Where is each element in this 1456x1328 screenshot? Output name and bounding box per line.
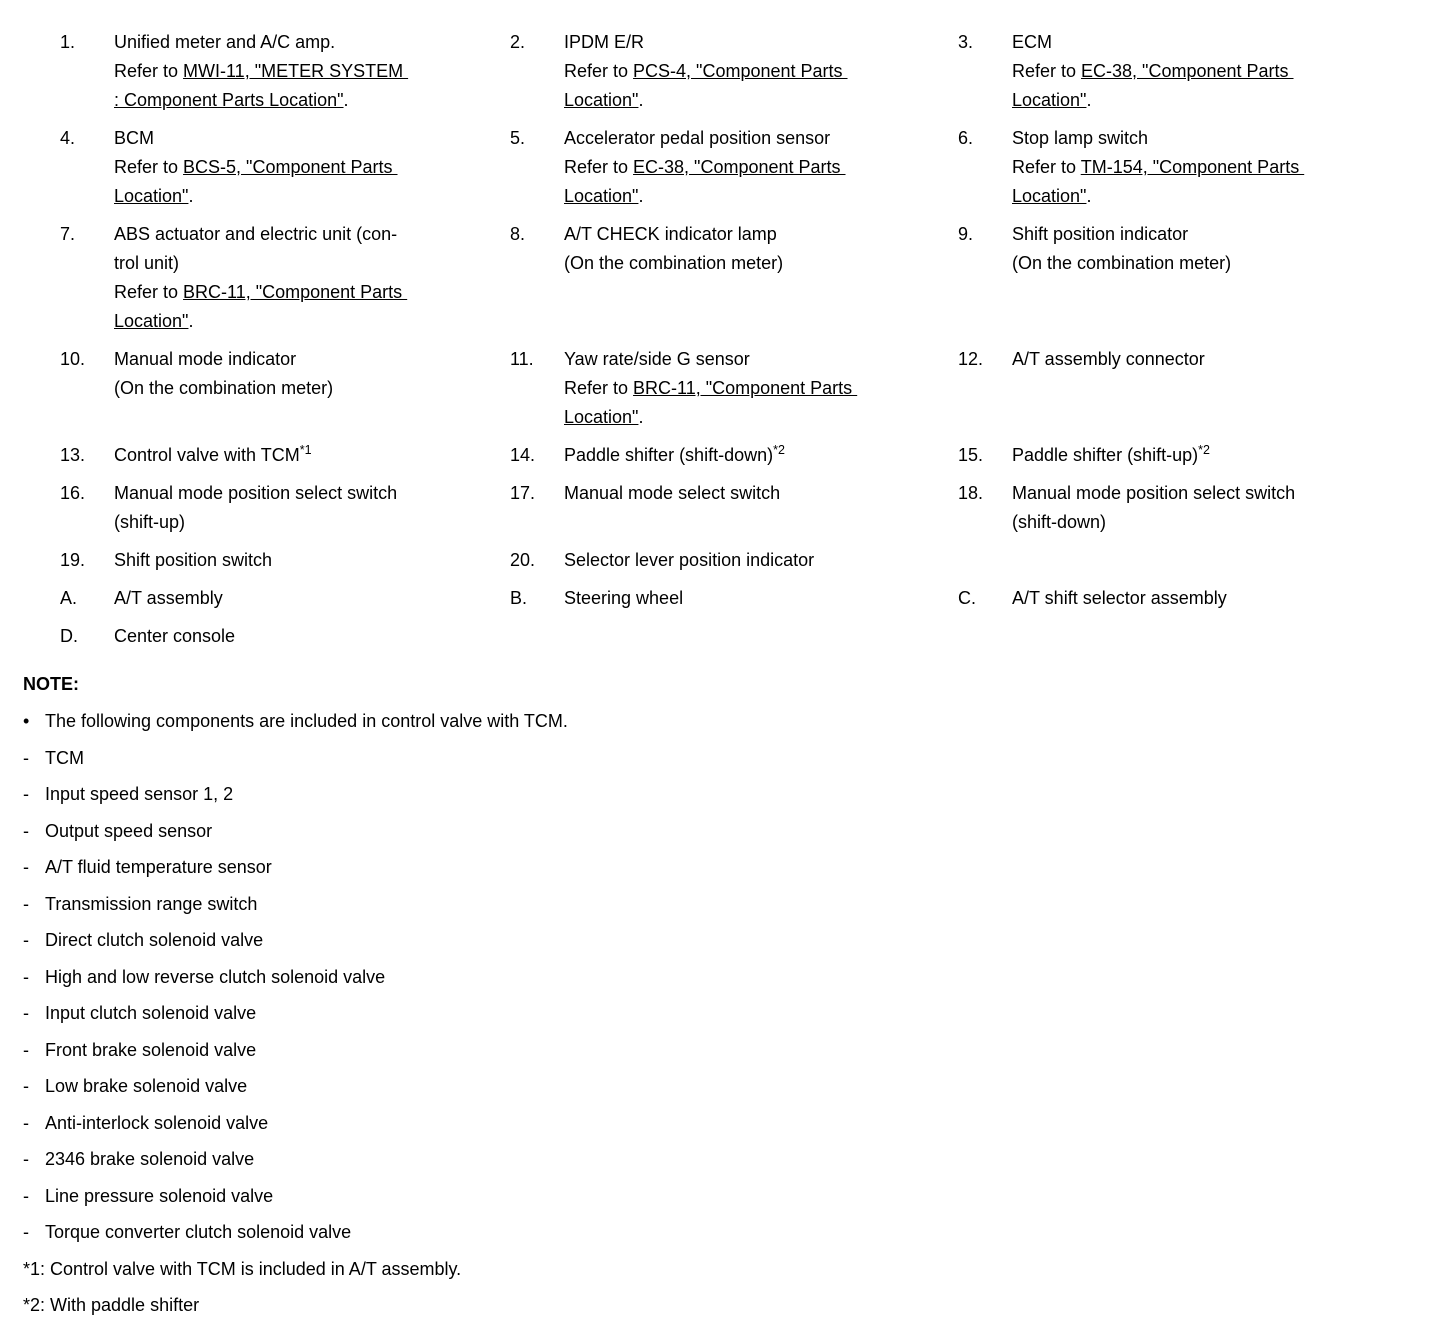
item-number: 12. bbox=[958, 349, 984, 369]
legend-row bbox=[60, 584, 1456, 613]
ref-link[interactable]: BRC-11, "Component Parts bbox=[633, 378, 858, 398]
item-line bbox=[114, 249, 498, 278]
item-text: trol unit) bbox=[114, 253, 180, 273]
note-dash-item bbox=[23, 780, 1456, 809]
item-text: Refer to bbox=[114, 282, 184, 302]
legend-item bbox=[958, 345, 1404, 432]
footnote: *1: Control valve with TCM is included in A/T assembly. bbox=[23, 1258, 462, 1279]
item-line bbox=[564, 86, 946, 115]
item-body bbox=[564, 584, 958, 613]
item-text: Refer to bbox=[114, 61, 184, 81]
item-text: . bbox=[1086, 186, 1092, 206]
item-line bbox=[1012, 153, 1392, 182]
item-body bbox=[1012, 441, 1404, 470]
note-dash-item bbox=[23, 926, 1456, 955]
legend-item bbox=[510, 28, 958, 115]
ref-link[interactable]: Location" bbox=[1012, 186, 1087, 206]
item-text: Manual mode indicator bbox=[114, 349, 297, 369]
ref-link[interactable]: Location" bbox=[114, 186, 189, 206]
item-line bbox=[1012, 584, 1392, 613]
item-text: Refer to bbox=[1012, 61, 1082, 81]
item-number: 10. bbox=[60, 349, 86, 369]
item-line bbox=[564, 28, 946, 57]
note-dash-text: Input clutch solenoid valve bbox=[45, 1003, 257, 1023]
item-text: A/T CHECK indicator lamp bbox=[564, 224, 777, 244]
note-dash-list bbox=[23, 744, 1456, 1248]
item-text: . bbox=[638, 407, 644, 427]
item-line bbox=[1012, 28, 1392, 57]
item-number: 5. bbox=[510, 128, 526, 148]
item-text: Shift position indicator bbox=[1012, 224, 1189, 244]
note-dash-text: Torque converter clutch solenoid valve bbox=[45, 1222, 352, 1242]
item-text: . bbox=[638, 90, 644, 110]
item-body bbox=[564, 441, 958, 470]
dash-marker: - bbox=[23, 966, 29, 987]
item-text: Center console bbox=[114, 626, 236, 646]
legend-item bbox=[60, 28, 510, 115]
item-body bbox=[1012, 479, 1404, 537]
item-text: Yaw rate/side G sensor bbox=[564, 349, 750, 369]
item-line bbox=[1012, 441, 1392, 470]
item-text: Manual mode position select switch bbox=[114, 483, 398, 503]
ref-link[interactable]: BRC-11, "Component Parts bbox=[183, 282, 408, 302]
legend-row bbox=[60, 28, 1456, 115]
item-number: 20. bbox=[510, 550, 536, 570]
note-dash-text: TCM bbox=[45, 747, 84, 768]
item-text: A/T shift selector assembly bbox=[1012, 588, 1227, 608]
dash-marker: - bbox=[23, 820, 29, 841]
ref-link[interactable]: TM-154, "Component Parts bbox=[1080, 157, 1305, 177]
item-line bbox=[114, 153, 498, 182]
note-dash-item bbox=[23, 1109, 1456, 1138]
item-line bbox=[1012, 479, 1392, 508]
dash-marker: - bbox=[23, 893, 29, 914]
item-line bbox=[1012, 124, 1392, 153]
item-number: A. bbox=[60, 588, 78, 608]
item-body bbox=[564, 345, 958, 432]
note-dash-item bbox=[23, 1145, 1456, 1174]
item-text: Paddle shifter (shift-down) bbox=[564, 445, 774, 465]
item-body bbox=[564, 28, 958, 115]
item-body bbox=[114, 220, 510, 336]
note-dash-item bbox=[23, 853, 1456, 882]
note-dash-item bbox=[23, 963, 1456, 992]
legend-row bbox=[60, 441, 1456, 470]
item-body bbox=[564, 220, 958, 278]
item-line bbox=[1012, 86, 1392, 115]
item-line bbox=[1012, 220, 1392, 249]
item-line bbox=[114, 374, 498, 403]
ref-link[interactable]: BCS-5, "Component Parts bbox=[183, 157, 398, 177]
item-line bbox=[564, 403, 946, 432]
legend-item bbox=[958, 124, 1404, 211]
dash-marker: - bbox=[23, 1149, 29, 1169]
footnote-list bbox=[23, 1255, 1456, 1321]
item-number: 18. bbox=[958, 483, 984, 503]
item-text: . bbox=[188, 186, 194, 206]
legend-item bbox=[60, 479, 510, 537]
item-body bbox=[1012, 28, 1404, 115]
note-dash-text: Line pressure solenoid valve bbox=[45, 1185, 274, 1206]
item-body bbox=[114, 546, 510, 575]
item-text: Refer to bbox=[1012, 157, 1081, 177]
item-line bbox=[564, 374, 946, 403]
dash-marker: - bbox=[23, 1039, 29, 1060]
item-line bbox=[114, 441, 498, 470]
item-text: BCM bbox=[114, 128, 154, 148]
item-text: Manual mode select switch bbox=[564, 483, 781, 503]
ref-link[interactable]: EC-38, "Component Parts bbox=[1081, 61, 1294, 81]
item-number: C. bbox=[958, 588, 976, 608]
item-text: (shift-up) bbox=[114, 512, 186, 532]
dash-marker: - bbox=[23, 1003, 29, 1023]
item-line bbox=[564, 441, 946, 470]
note-title: NOTE: bbox=[23, 674, 79, 694]
note-dash-text: Transmission range switch bbox=[45, 893, 258, 914]
item-line bbox=[564, 479, 946, 508]
item-text: Selector lever position indicator bbox=[564, 550, 815, 570]
item-line bbox=[114, 508, 498, 537]
item-number: 14. bbox=[510, 445, 536, 465]
item-text: (On the combination meter) bbox=[564, 253, 784, 273]
ref-link[interactable]: MWI-11, "METER SYSTEM bbox=[183, 61, 409, 81]
legend-item bbox=[60, 345, 510, 432]
dash-marker: - bbox=[23, 784, 29, 804]
item-line bbox=[114, 124, 498, 153]
item-line bbox=[564, 124, 946, 153]
item-line bbox=[564, 57, 946, 86]
legend-item bbox=[958, 584, 1404, 613]
dash-marker: - bbox=[23, 1222, 29, 1242]
ref-link[interactable]: PCS-4, "Component Parts bbox=[633, 61, 848, 81]
item-number: 2. bbox=[510, 32, 526, 52]
item-text: (shift-down) bbox=[1012, 512, 1107, 532]
legend-item bbox=[510, 584, 958, 613]
legend-item bbox=[958, 220, 1404, 336]
legend-row bbox=[60, 479, 1456, 537]
ref-link[interactable]: Location" bbox=[564, 90, 639, 110]
item-text: A/T assembly connector bbox=[1012, 349, 1205, 369]
ref-link[interactable]: Location" bbox=[1012, 90, 1087, 110]
legend-item bbox=[510, 124, 958, 211]
item-line bbox=[1012, 249, 1392, 278]
superscript-marker: *1 bbox=[299, 443, 312, 457]
note-dash-text: A/T fluid temperature sensor bbox=[45, 857, 272, 877]
legend-item bbox=[510, 441, 958, 470]
item-body bbox=[564, 479, 958, 508]
item-text: (On the combination meter) bbox=[1012, 253, 1232, 273]
note-dash-item bbox=[23, 1072, 1456, 1101]
legend-row bbox=[60, 622, 1456, 651]
bullet-marker: • bbox=[23, 711, 30, 731]
item-number: 11. bbox=[510, 349, 534, 369]
item-text: Refer to bbox=[564, 378, 634, 398]
item-body bbox=[1012, 345, 1404, 374]
item-number: 16. bbox=[60, 483, 86, 503]
ref-link[interactable]: EC-38, "Component Parts bbox=[633, 157, 846, 177]
item-line bbox=[114, 86, 498, 115]
item-body bbox=[1012, 584, 1404, 613]
item-line bbox=[114, 220, 498, 249]
note-dash-text: Anti-interlock solenoid valve bbox=[45, 1112, 269, 1133]
item-line bbox=[564, 220, 946, 249]
legend-item bbox=[510, 546, 958, 575]
item-number: 19. bbox=[60, 550, 86, 570]
item-line bbox=[114, 345, 498, 374]
note-dash-item bbox=[23, 999, 1456, 1028]
item-number: 3. bbox=[958, 32, 974, 52]
item-number: 4. bbox=[60, 128, 76, 148]
item-text: . bbox=[1086, 90, 1092, 110]
item-text: Stop lamp switch bbox=[1012, 128, 1149, 148]
legend-item bbox=[958, 479, 1404, 537]
item-line bbox=[114, 307, 498, 336]
item-line bbox=[114, 57, 498, 86]
ref-link[interactable]: Location" bbox=[114, 311, 189, 331]
note-dash-item bbox=[23, 1036, 1456, 1065]
item-text: . bbox=[638, 186, 644, 206]
item-body bbox=[114, 441, 510, 470]
dash-marker: - bbox=[23, 1185, 29, 1206]
item-text: Refer to bbox=[564, 157, 634, 177]
item-text: Manual mode position select switch bbox=[1012, 483, 1296, 503]
legend-item bbox=[510, 345, 958, 432]
item-text: Accelerator pedal position sensor bbox=[564, 128, 831, 148]
legend-item bbox=[60, 441, 510, 470]
note-dash-text: Output speed sensor bbox=[45, 820, 213, 841]
note-dash-text: 2346 brake solenoid valve bbox=[45, 1149, 255, 1169]
note-dash-text: Front brake solenoid valve bbox=[45, 1039, 257, 1060]
item-text: A/T assembly bbox=[114, 588, 223, 608]
legend-item bbox=[958, 441, 1404, 470]
item-number: 15. bbox=[958, 445, 984, 465]
item-text: Refer to bbox=[114, 157, 184, 177]
footnote: *2: With paddle shifter bbox=[23, 1295, 200, 1315]
item-line bbox=[564, 153, 946, 182]
legend-item bbox=[958, 28, 1404, 115]
legend-row bbox=[60, 124, 1456, 211]
item-text: . bbox=[343, 90, 349, 110]
legend-row bbox=[60, 220, 1456, 336]
note-dash-item bbox=[23, 1182, 1456, 1211]
item-body bbox=[114, 479, 510, 537]
item-body bbox=[1012, 124, 1404, 211]
item-number: 13. bbox=[60, 445, 86, 465]
legend-item bbox=[60, 584, 510, 613]
dash-marker: - bbox=[23, 857, 29, 877]
note-bullet-item bbox=[23, 707, 1456, 736]
legend-row bbox=[60, 546, 1456, 575]
note-dash-text: Input speed sensor 1, 2 bbox=[45, 784, 234, 804]
item-text: Control valve with TCM bbox=[114, 445, 300, 465]
note-dash-text: High and low reverse clutch solenoid valve bbox=[45, 966, 386, 987]
note-dash-item bbox=[23, 1218, 1456, 1247]
note-dash-text: Direct clutch solenoid valve bbox=[45, 930, 264, 950]
legend-item bbox=[60, 220, 510, 336]
dash-marker: - bbox=[23, 747, 29, 768]
item-line bbox=[564, 546, 946, 575]
legend-item bbox=[60, 546, 510, 575]
item-line bbox=[1012, 57, 1392, 86]
legend-row bbox=[60, 345, 1456, 432]
item-number: B. bbox=[510, 588, 528, 608]
superscript-marker: *2 bbox=[773, 443, 785, 457]
item-number: 7. bbox=[60, 224, 76, 244]
item-line bbox=[564, 182, 946, 211]
item-line bbox=[564, 345, 946, 374]
item-number: 6. bbox=[958, 128, 974, 148]
legend-item bbox=[510, 479, 958, 537]
note-dash-item bbox=[23, 817, 1456, 846]
item-body bbox=[114, 28, 510, 115]
legend-item bbox=[510, 220, 958, 336]
superscript-marker: *2 bbox=[1198, 443, 1210, 457]
note-bullet-text: The following components are included in control valve with TCM. bbox=[45, 711, 568, 731]
item-text: (On the combination meter) bbox=[114, 378, 334, 398]
item-text: Shift position switch bbox=[114, 550, 273, 570]
dash-marker: - bbox=[23, 1076, 29, 1096]
item-body bbox=[114, 622, 510, 651]
item-body bbox=[1012, 220, 1404, 278]
ref-link[interactable]: : Component Parts Location" bbox=[114, 90, 344, 110]
note-dash-item bbox=[23, 890, 1456, 919]
item-line bbox=[114, 28, 498, 57]
item-text: ABS actuator and electric unit (con- bbox=[114, 224, 398, 244]
component-legend bbox=[0, 28, 1456, 651]
item-line bbox=[114, 546, 498, 575]
item-line bbox=[564, 249, 946, 278]
item-number: 1. bbox=[60, 32, 76, 52]
item-text: Paddle shifter (shift-up) bbox=[1012, 445, 1199, 465]
item-number: 17. bbox=[510, 483, 536, 503]
item-text: Unified meter and A/C amp. bbox=[114, 32, 336, 52]
item-text: IPDM E/R bbox=[564, 32, 645, 52]
item-number: 9. bbox=[958, 224, 974, 244]
item-text: ECM bbox=[1012, 32, 1052, 52]
item-line bbox=[114, 479, 498, 508]
note-section bbox=[0, 670, 1456, 1320]
legend-item bbox=[60, 622, 510, 651]
item-text: Steering wheel bbox=[564, 588, 684, 608]
note-dash-text: Low brake solenoid valve bbox=[45, 1076, 248, 1096]
item-line bbox=[1012, 508, 1392, 537]
item-number: D. bbox=[60, 626, 78, 646]
item-text: . bbox=[188, 311, 194, 331]
item-line bbox=[114, 182, 498, 211]
item-number: 8. bbox=[510, 224, 526, 244]
item-line bbox=[564, 584, 946, 613]
item-body bbox=[114, 584, 510, 613]
item-line bbox=[114, 278, 498, 307]
item-line bbox=[114, 622, 498, 651]
item-line bbox=[114, 584, 498, 613]
note-dash-item bbox=[23, 744, 1456, 773]
item-body bbox=[564, 546, 958, 575]
ref-link[interactable]: Location" bbox=[564, 407, 639, 427]
dash-marker: - bbox=[23, 1112, 29, 1133]
dash-marker: - bbox=[23, 930, 29, 950]
item-body bbox=[564, 124, 958, 211]
item-body bbox=[114, 345, 510, 403]
item-text: Refer to bbox=[564, 61, 634, 81]
legend-item bbox=[60, 124, 510, 211]
item-line bbox=[1012, 182, 1392, 211]
item-line bbox=[1012, 345, 1392, 374]
ref-link[interactable]: Location" bbox=[564, 186, 639, 206]
item-body bbox=[114, 124, 510, 211]
